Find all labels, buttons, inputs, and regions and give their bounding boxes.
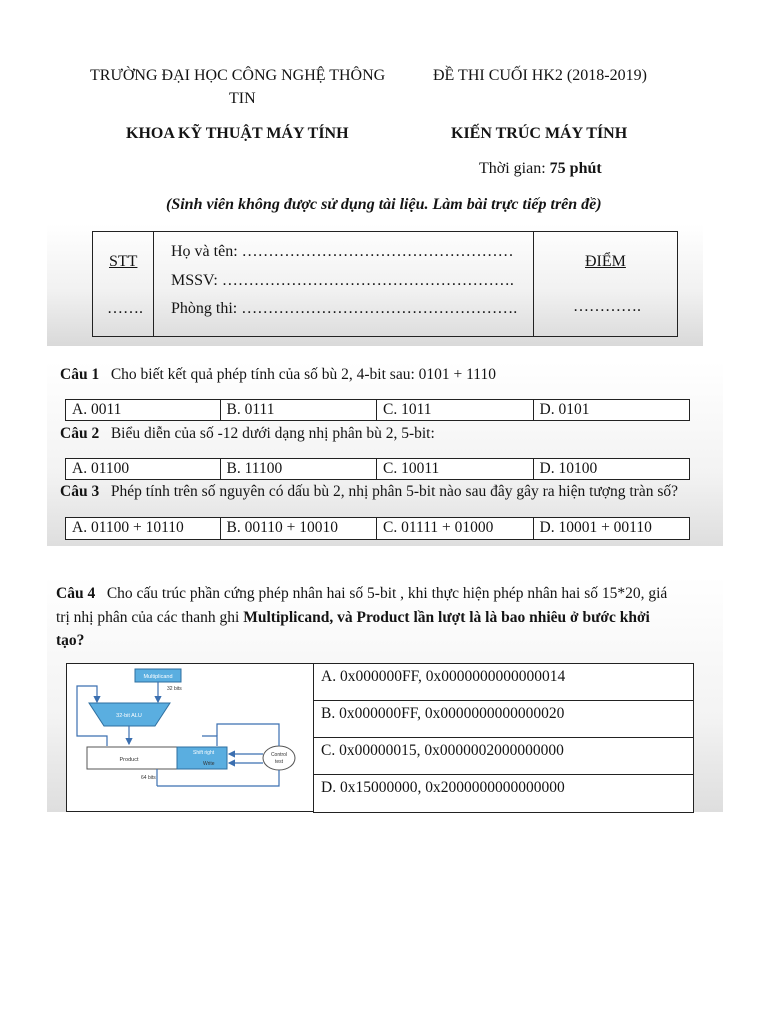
answer-option[interactable]: C. 1011 xyxy=(377,400,534,420)
mssv-field[interactable]: MSSV: ………………………………………………. xyxy=(171,272,514,289)
question-2-answers xyxy=(65,458,690,480)
answer-option[interactable]: C. 01111 + 01000 xyxy=(377,518,534,539)
question-2 xyxy=(60,425,435,443)
student-info-box xyxy=(92,231,678,337)
multiplier-hardware-diagram xyxy=(66,663,314,812)
university-name: TRƯỜNG ĐẠI HỌC CÔNG NGHỆ THÔNG xyxy=(90,67,386,84)
question-3-text: Phép tính trên số nguyên có dấu bù 2, nhị phân 5-bit nào sau đây gây ra hiện tượng tràn số? xyxy=(110,483,678,500)
question-1 xyxy=(60,366,496,384)
product-label: Product xyxy=(119,757,139,763)
time-label: Thời gian: xyxy=(479,160,546,177)
answer-option[interactable]: B. 00110 + 10010 xyxy=(221,518,378,539)
question-1-label: Câu 1 xyxy=(60,366,100,383)
instruction-note: (Sinh viên không được sử dụng tài liệu. Làm bài trực tiếp trên đề) xyxy=(166,196,602,213)
question-2-label: Câu 2 xyxy=(60,425,100,442)
question-3-label: Câu 3 xyxy=(60,483,100,500)
score-label: ĐIỂM xyxy=(585,253,626,270)
answer-option[interactable]: A. 0x000000FF, 0x0000000000000014 xyxy=(314,664,693,701)
question-4-text-line1: Cho cấu trúc phần cứng phép nhân hai số 5-bit , khi thực hiện phép nhân hai số 15*20, giá xyxy=(106,585,668,602)
question-4 xyxy=(56,585,667,603)
question-4-label: Câu 4 xyxy=(56,585,96,602)
answer-option[interactable]: C. 0x00000015, 0x0000002000000000 xyxy=(314,738,693,775)
question-2-text: Biểu diễn của số -12 dưới dạng nhị phân bù 2, 5-bit: xyxy=(110,425,435,442)
answer-option[interactable]: D. 0x15000000, 0x2000000000000000 xyxy=(321,779,565,796)
question-4-line2 xyxy=(56,609,650,627)
bits32-label: 32 bits xyxy=(167,686,182,692)
answer-option[interactable]: D. 10001 + 00110 xyxy=(539,519,652,536)
control-label: Control xyxy=(270,752,288,758)
room-field[interactable]: Phòng thi: ……………………………………………. xyxy=(171,300,518,317)
answer-option[interactable]: B. 0x000000FF, 0x0000000000000020 xyxy=(314,701,693,738)
answer-option[interactable]: B. 11100 xyxy=(221,459,378,479)
control-test-unit xyxy=(263,746,295,770)
question-1-text: Cho biết kết quả phép tính của số bù 2, 4-bit sau: 0101 + 1110 xyxy=(110,366,496,383)
answer-option[interactable]: C. 10011 xyxy=(377,459,534,479)
answer-option[interactable]: B. 0111 xyxy=(221,400,378,420)
time-value: 75 phút xyxy=(549,160,602,177)
question-4-text-line2: trị nhị phân của các thanh ghi xyxy=(56,609,244,626)
question-1-answers xyxy=(65,399,690,421)
answer-option[interactable]: A. 01100 xyxy=(66,459,221,479)
bits64-label: 64 bits xyxy=(141,775,156,781)
exam-title: ĐỀ THI CUỐI HK2 (2018-2019) xyxy=(433,67,647,84)
question-4-text-line2-bold: Multiplicand, và Product lần lượt là là bao nhiêu ở bước khởi xyxy=(243,609,650,626)
question-4-answers xyxy=(313,663,694,813)
test-label: test xyxy=(274,759,284,765)
multiplicand-label: Multiplicand xyxy=(143,674,173,680)
stt-label: STT xyxy=(109,253,138,270)
exam-time xyxy=(479,160,602,178)
diagram-svg xyxy=(67,664,313,811)
name-field[interactable]: Họ và tên: …………………………………………… xyxy=(171,243,514,260)
question-4-line3: tạo? xyxy=(56,632,85,649)
answer-option[interactable]: A. 01100 + 10110 xyxy=(66,518,221,539)
university-name-cont: TIN xyxy=(229,90,256,107)
write-label: Write xyxy=(203,761,215,767)
question-3-answers xyxy=(65,517,690,540)
faculty-name: KHOA KỸ THUẬT MÁY TÍNH xyxy=(126,125,349,142)
answer-option[interactable]: D. 10100 xyxy=(539,460,598,477)
answer-option[interactable]: A. 0011 xyxy=(66,400,221,420)
question-3 xyxy=(60,483,678,501)
score-value: …………. xyxy=(573,298,641,315)
answer-option[interactable]: D. 0101 xyxy=(539,401,590,418)
course-name: KIẾN TRÚC MÁY TÍNH xyxy=(451,125,628,142)
alu-label: 32-bit ALU xyxy=(116,713,142,719)
stt-value: ……. xyxy=(107,300,143,317)
shift-right-label: Shift right xyxy=(193,750,215,756)
